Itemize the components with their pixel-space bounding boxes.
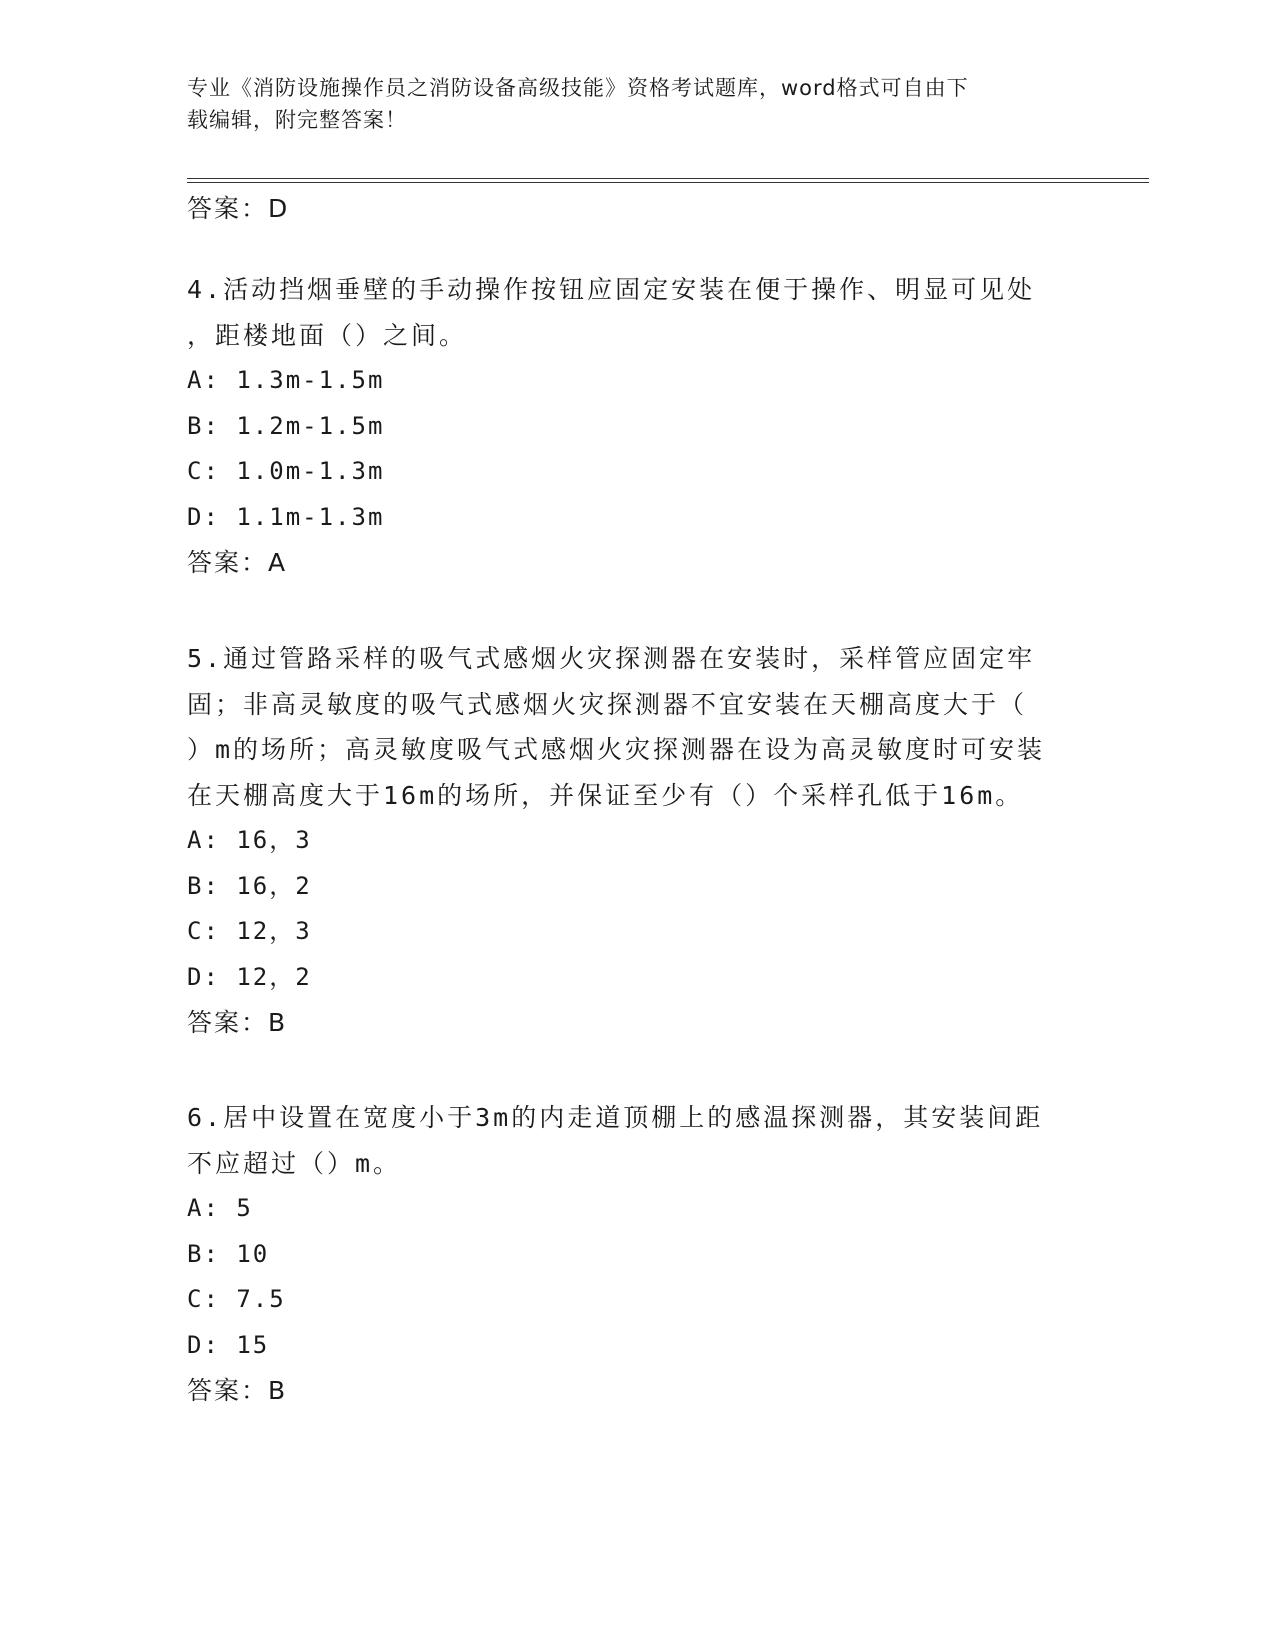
option-key: D: bbox=[187, 502, 220, 531]
option-text: 12，2 bbox=[236, 962, 312, 991]
option-text: 1.1m-1.3m bbox=[236, 502, 385, 531]
option-key: D: bbox=[187, 962, 220, 991]
answer-value: A bbox=[268, 548, 288, 577]
answer-value: B bbox=[268, 1008, 288, 1037]
option-key: C: bbox=[187, 917, 220, 945]
option-b bbox=[187, 864, 1067, 910]
option-text: 5 bbox=[236, 1194, 253, 1222]
option-key: A: bbox=[187, 366, 220, 394]
option-key: B: bbox=[187, 1239, 220, 1268]
option-text: 16，3 bbox=[236, 826, 312, 854]
question-answer bbox=[187, 1000, 1067, 1046]
question-stem-line: 不应超过（）m。 bbox=[187, 1148, 402, 1178]
option-b bbox=[187, 404, 1067, 450]
question-4 bbox=[187, 267, 1067, 586]
answer-label: 答案： bbox=[187, 1008, 269, 1037]
document-header bbox=[187, 72, 1067, 136]
option-text: 1.2m-1.5m bbox=[236, 411, 385, 440]
option-b bbox=[187, 1232, 1067, 1278]
option-key: C: bbox=[187, 457, 220, 485]
option-text: 10 bbox=[236, 1239, 270, 1268]
option-key: B: bbox=[187, 871, 220, 900]
option-text: 1.0m-1.3m bbox=[236, 457, 385, 485]
option-key: C: bbox=[187, 1285, 220, 1313]
answer-label: 答案： bbox=[187, 548, 269, 577]
option-text: 1.3m-1.5m bbox=[236, 366, 385, 394]
option-d bbox=[187, 955, 1067, 1001]
question-answer bbox=[187, 1368, 1067, 1414]
option-c bbox=[187, 449, 1067, 495]
question-stem-line: 6.居中设置在宽度小于3m的内走道顶棚上的感温探测器，其安装间距 bbox=[187, 1103, 1044, 1132]
question-6 bbox=[187, 1095, 1067, 1414]
question-stem-line: 4.活动挡烟垂壁的手动操作按钮应固定安装在便于操作、明显可见处 bbox=[187, 275, 1036, 304]
answer-label: 答案： bbox=[187, 194, 269, 223]
question-5 bbox=[187, 636, 1067, 1046]
question-stem-line: 固；非高灵敏度的吸气式感烟火灾探测器不宜安装在天棚高度大于（ bbox=[187, 689, 1028, 719]
option-d bbox=[187, 1323, 1067, 1369]
option-key: A: bbox=[187, 1194, 220, 1222]
option-c bbox=[187, 909, 1067, 955]
option-key: D: bbox=[187, 1330, 220, 1359]
option-a bbox=[187, 818, 1067, 864]
option-text: 12，3 bbox=[236, 917, 312, 945]
rule-line-top bbox=[187, 178, 1149, 179]
option-text: 16，2 bbox=[236, 871, 312, 900]
question-stem-line: ）m的场所；高灵敏度吸气式感烟火灾探测器在设为高灵敏度时可安装 bbox=[187, 735, 1046, 764]
option-key: B: bbox=[187, 411, 220, 440]
option-text: 15 bbox=[236, 1330, 270, 1359]
header-double-rule bbox=[187, 178, 1149, 184]
option-d bbox=[187, 495, 1067, 541]
answer-label: 答案： bbox=[187, 1376, 269, 1405]
answer-value: D bbox=[268, 194, 290, 223]
option-a bbox=[187, 1186, 1067, 1232]
header-line-2: 载编辑，附完整答案！ bbox=[187, 108, 407, 132]
question-stem-line: 在天棚高度大于16m的场所，并保证至少有（）个采样孔低于16m。 bbox=[187, 780, 1024, 810]
option-a bbox=[187, 358, 1067, 404]
rule-line-bottom bbox=[187, 182, 1149, 183]
question-stem-line: ，距楼地面（）之间。 bbox=[187, 320, 468, 350]
header-line-1: 专业《消防设施操作员之消防设备高级技能》资格考试题库，word格式可自由下 bbox=[187, 76, 969, 100]
question-answer bbox=[187, 540, 1067, 586]
question-stem-line: 5.通过管路采样的吸气式感烟火灾探测器在安装时，采样管应固定牢 bbox=[187, 644, 1036, 673]
option-text: 7.5 bbox=[236, 1285, 286, 1313]
option-key: A: bbox=[187, 826, 220, 854]
option-c bbox=[187, 1277, 1067, 1323]
top-answer bbox=[187, 193, 289, 225]
answer-value: B bbox=[268, 1376, 288, 1405]
